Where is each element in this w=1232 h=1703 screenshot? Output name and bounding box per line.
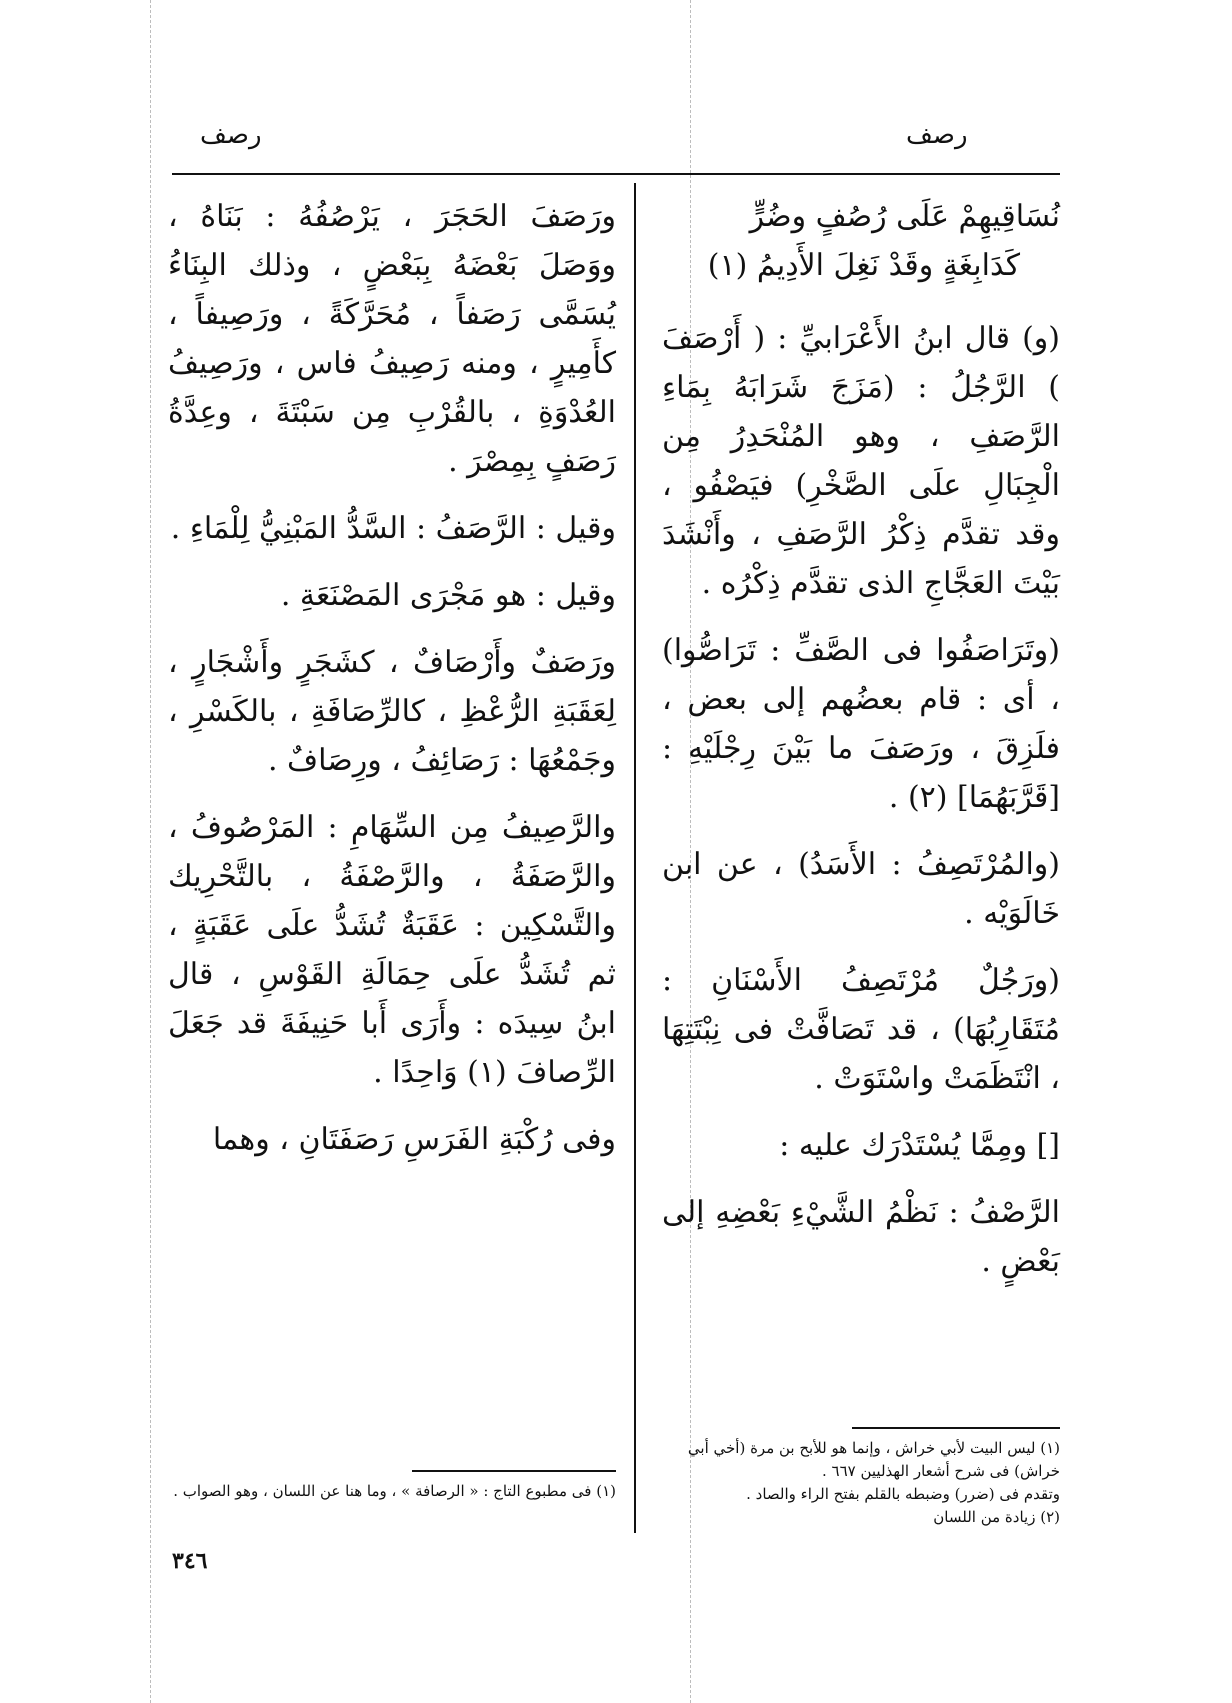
verse-line: كَدَابِغَةٍ وقَدْ نَغِلَ الأَدِيمُ (١): [707, 248, 1020, 283]
footnote: وتقدم فى (ضرر) وضبطه بالقلم بفتح الراء والصاد .: [746, 1485, 1060, 1503]
entry-paragraph: ورَصَفَ الحَجَرَ ، يَرْصُفُهُ : بَنَاهُ ، ووَصَلَ بَعْضَهُ بِبَعْضٍ ، وذلك البِنَاءُ يُسَمَّى رَصَفاً ، مُحَرَّكَةً ، ورَصِيفاً ، كأَمِيرٍ ، ومنه رَصِيفُ فاس ، ورَصِيفُ العُدْوَةِ ، بالقُرْبِ مِن سَبْتَةَ ، وعِدَّةُ رَصَفٍ بِمِصْرَ .: [168, 199, 616, 479]
entry-paragraph: وفى رُكْبَةِ الفَرَسِ رَصَفَتَانِ ، وهما: [212, 1122, 616, 1157]
running-head-left: رصف: [200, 120, 262, 150]
footnote: (١) فى مطبوع التاج : « الرصافة » ، وما هنا عن اللسان ، وهو الصواب .: [173, 1482, 616, 1500]
entry-paragraph: (و) قال ابنُ الأَعْرَابيِّ : ( أَرْصَفَ ) الرَّجُلُ : (مَزَجَ شَرَابَهُ بِمَاءِ الرَّصَفِ ، وهو المُنْحَدِرُ مِن الْجِبَالِ علَى الصَّخْرِ) فيَصْفُو ، وقد تقدَّم ذِكْرُ الرَّصَفِ ، وأَنْشَدَ بَيْتَ العَجَّاجِ الذى تقدَّم ذِكْرُه .: [662, 321, 1060, 601]
entry-paragraph: وقيل : هو مَجْرَى المَصْنَعَةِ .: [280, 578, 616, 613]
entry-paragraph: الرَّصْفُ : نَظْمُ الشَّيْءِ بَعْضِهِ إلى بَعْضٍ .: [662, 1195, 1060, 1279]
entry-paragraph: ورَصَفٌ وأَرْصَافٌ ، كشَجَرٍ وأَشْجَارٍ ، لِعَقَبَةِ الرُّعْظِ ، كالرِّصَافَةِ ، بالكَسْرِ ، وجَمْعُهَا : رَصَائِفُ ، ورِصَافٌ .: [168, 645, 616, 778]
left-column: [168, 192, 616, 1182]
footnote: (١) ليس البيت لأبي خراش ، وإنما هو للأبح بن مرة (أخي أبي خراش) فى شرح أشعار الهذليين ٦٦٧ .: [687, 1439, 1060, 1480]
entry-paragraph: (وتَرَاصَفُوا فى الصَّفِّ : تَرَاصُّوا) ، أى : قام بعضُهم إلى بعض ، فلَزِقَ ، ورَصَفَ ما بَيْنَ رِجْلَيْهِ : [قَرَّبَهُمَا] (٢) .: [662, 633, 1060, 815]
entry-paragraph: وقيل : الرَّصَفُ : السَّدُّ المَبْنِيُّ لِلْمَاءِ .: [170, 511, 616, 546]
fold-line-left: [150, 0, 151, 1703]
footnotes-right: [662, 1437, 1060, 1529]
entry-paragraph: [] ومِمَّا يُسْتَدْرَك عليه :: [779, 1128, 1060, 1163]
verse: [662, 192, 1060, 290]
page-number: ٣٤٦: [172, 1548, 208, 1574]
verse-line: نُسَاقِيهِمْ عَلَى رُصُفٍ وضُرٍّ: [749, 199, 1060, 234]
footnote-rule-left: [412, 1470, 616, 1472]
header-rule: [172, 173, 1060, 175]
running-head-right: رصف: [906, 120, 968, 150]
entry-paragraph: (والمُرْتَصِفُ : الأَسَدُ) ، عن ابن خَالَوَيْه .: [662, 847, 1060, 931]
entry-paragraph: والرَّصِيفُ مِن السِّهَامِ : المَرْصُوفُ ، والرَّصَفَةُ ، والرَّصْفَةُ ، بالتَّحْرِيك والتَّسْكِين : عَقَبَةٌ تُشَدُّ علَى عَقَبَةٍ ، ثم تُشَدُّ علَى حِمَالَةِ القَوْسِ ، قال ابنُ سِيدَه : وأَرَى أَبا حَنِيفَةَ قد جَعَلَ الرِّصافَ (١) وَاحِدًا .: [168, 810, 616, 1090]
footnote-rule-right: [852, 1427, 1060, 1429]
right-column: [662, 192, 1060, 1304]
entry-paragraph: (ورَجُلٌ مُرْتَصِفُ الأَسْنَانِ : مُتَقَارِبُهَا) ، قد تَصَافَّتْ فى نِبْتَتِهَا ، انْتَظَمَتْ واسْتَوَتْ .: [662, 963, 1060, 1096]
column-divider: [634, 183, 636, 1533]
footnote: (٢) زيادة من اللسان: [933, 1508, 1060, 1526]
footnotes-left: [168, 1480, 616, 1503]
